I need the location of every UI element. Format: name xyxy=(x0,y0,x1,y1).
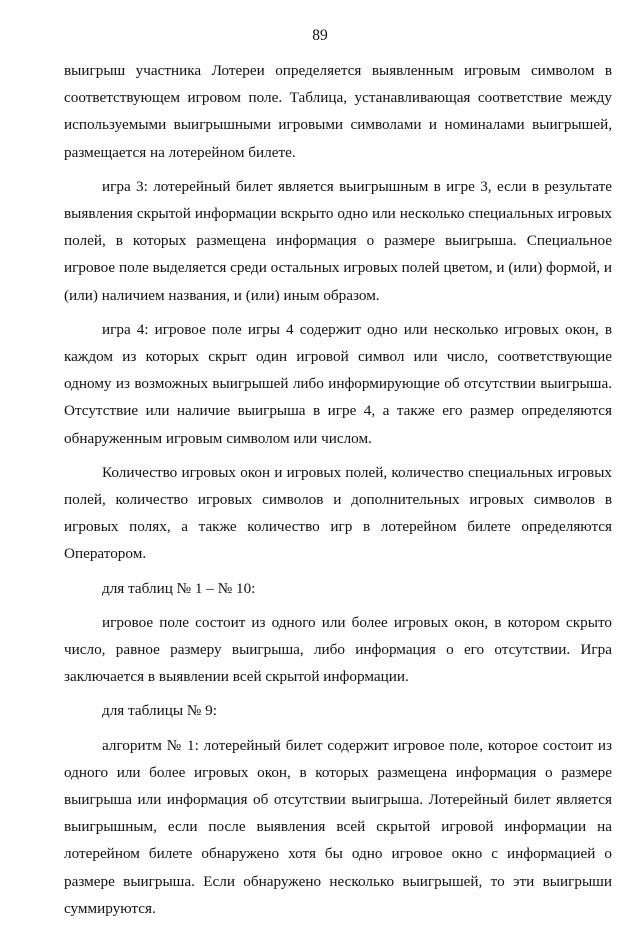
paragraph-game-3: игра 3: лотерейный билет является выигрышным в игре 3, если в результате выявления скрытой информации вскрыто одно или несколько специальных игровых полей, в которых размещена информация о размере выигрыша. Специальное игровое поле выделяется среди остальных игровых полей цветом, и (или) формой, и (или) наличием названия, и (или) иным образом. xyxy=(64,177,612,304)
page-number: 89 xyxy=(312,27,328,44)
paragraph-quantity: Количество игровых окон и игровых полей, количество специальных игровых полей, количество игровых символов и дополнительных игровых символов в игровых полях, а также количество игр в лотерейном билете определяются Оператором. xyxy=(64,463,612,563)
paragraph-game-field: игровое поле состоит из одного или более игровых окон, в котором скрыто число, равное размеру выигрыша, либо информация о его отсутствии. Игра заключается в выявлении всей скрытой информации. xyxy=(64,613,612,686)
paragraph-game-4: игра 4: игровое поле игры 4 содержит одно или несколько игровых окон, в каждом из которых скрыт один игровой символ или число, соответствующие одному из возможных выигрышей либо информирующие об отсутствии выигрыша. Отсутствие или наличие выигрыша в игре 4, а также его размер определяются обнаруженным игровым символом или числом. xyxy=(64,320,612,447)
heading-table-9: для таблицы № 9: xyxy=(102,702,217,720)
heading-tables-1-10: для таблиц № 1 – № 10: xyxy=(102,579,256,597)
paragraph-algorithm-1: алгоритм № 1: лотерейный билет содержит игровое поле, которое состоит из одного или более игровых окон, в которых размещена информация о размере выигрыша или информация об отсутствии выигрыша. Лотерейный билет является выигрышным, если после выявления всей скрытой игровой информации на лотерейном билете обнаружено хотя бы одно игровое окно с информацией о размере выигрыша. Если обнаружено несколько выигрышей, то эти выигрыши суммируются. xyxy=(64,736,612,917)
body-text xyxy=(64,57,612,929)
paragraph-continuation: выигрыш участника Лотереи определяется выявленным игровым символом в соответствующем игровом поле. Таблица, устанавливающая соответствие между используемыми выигрышными игровыми символами и номиналами выигрышей, размещается на лотерейном билете. xyxy=(64,62,612,161)
